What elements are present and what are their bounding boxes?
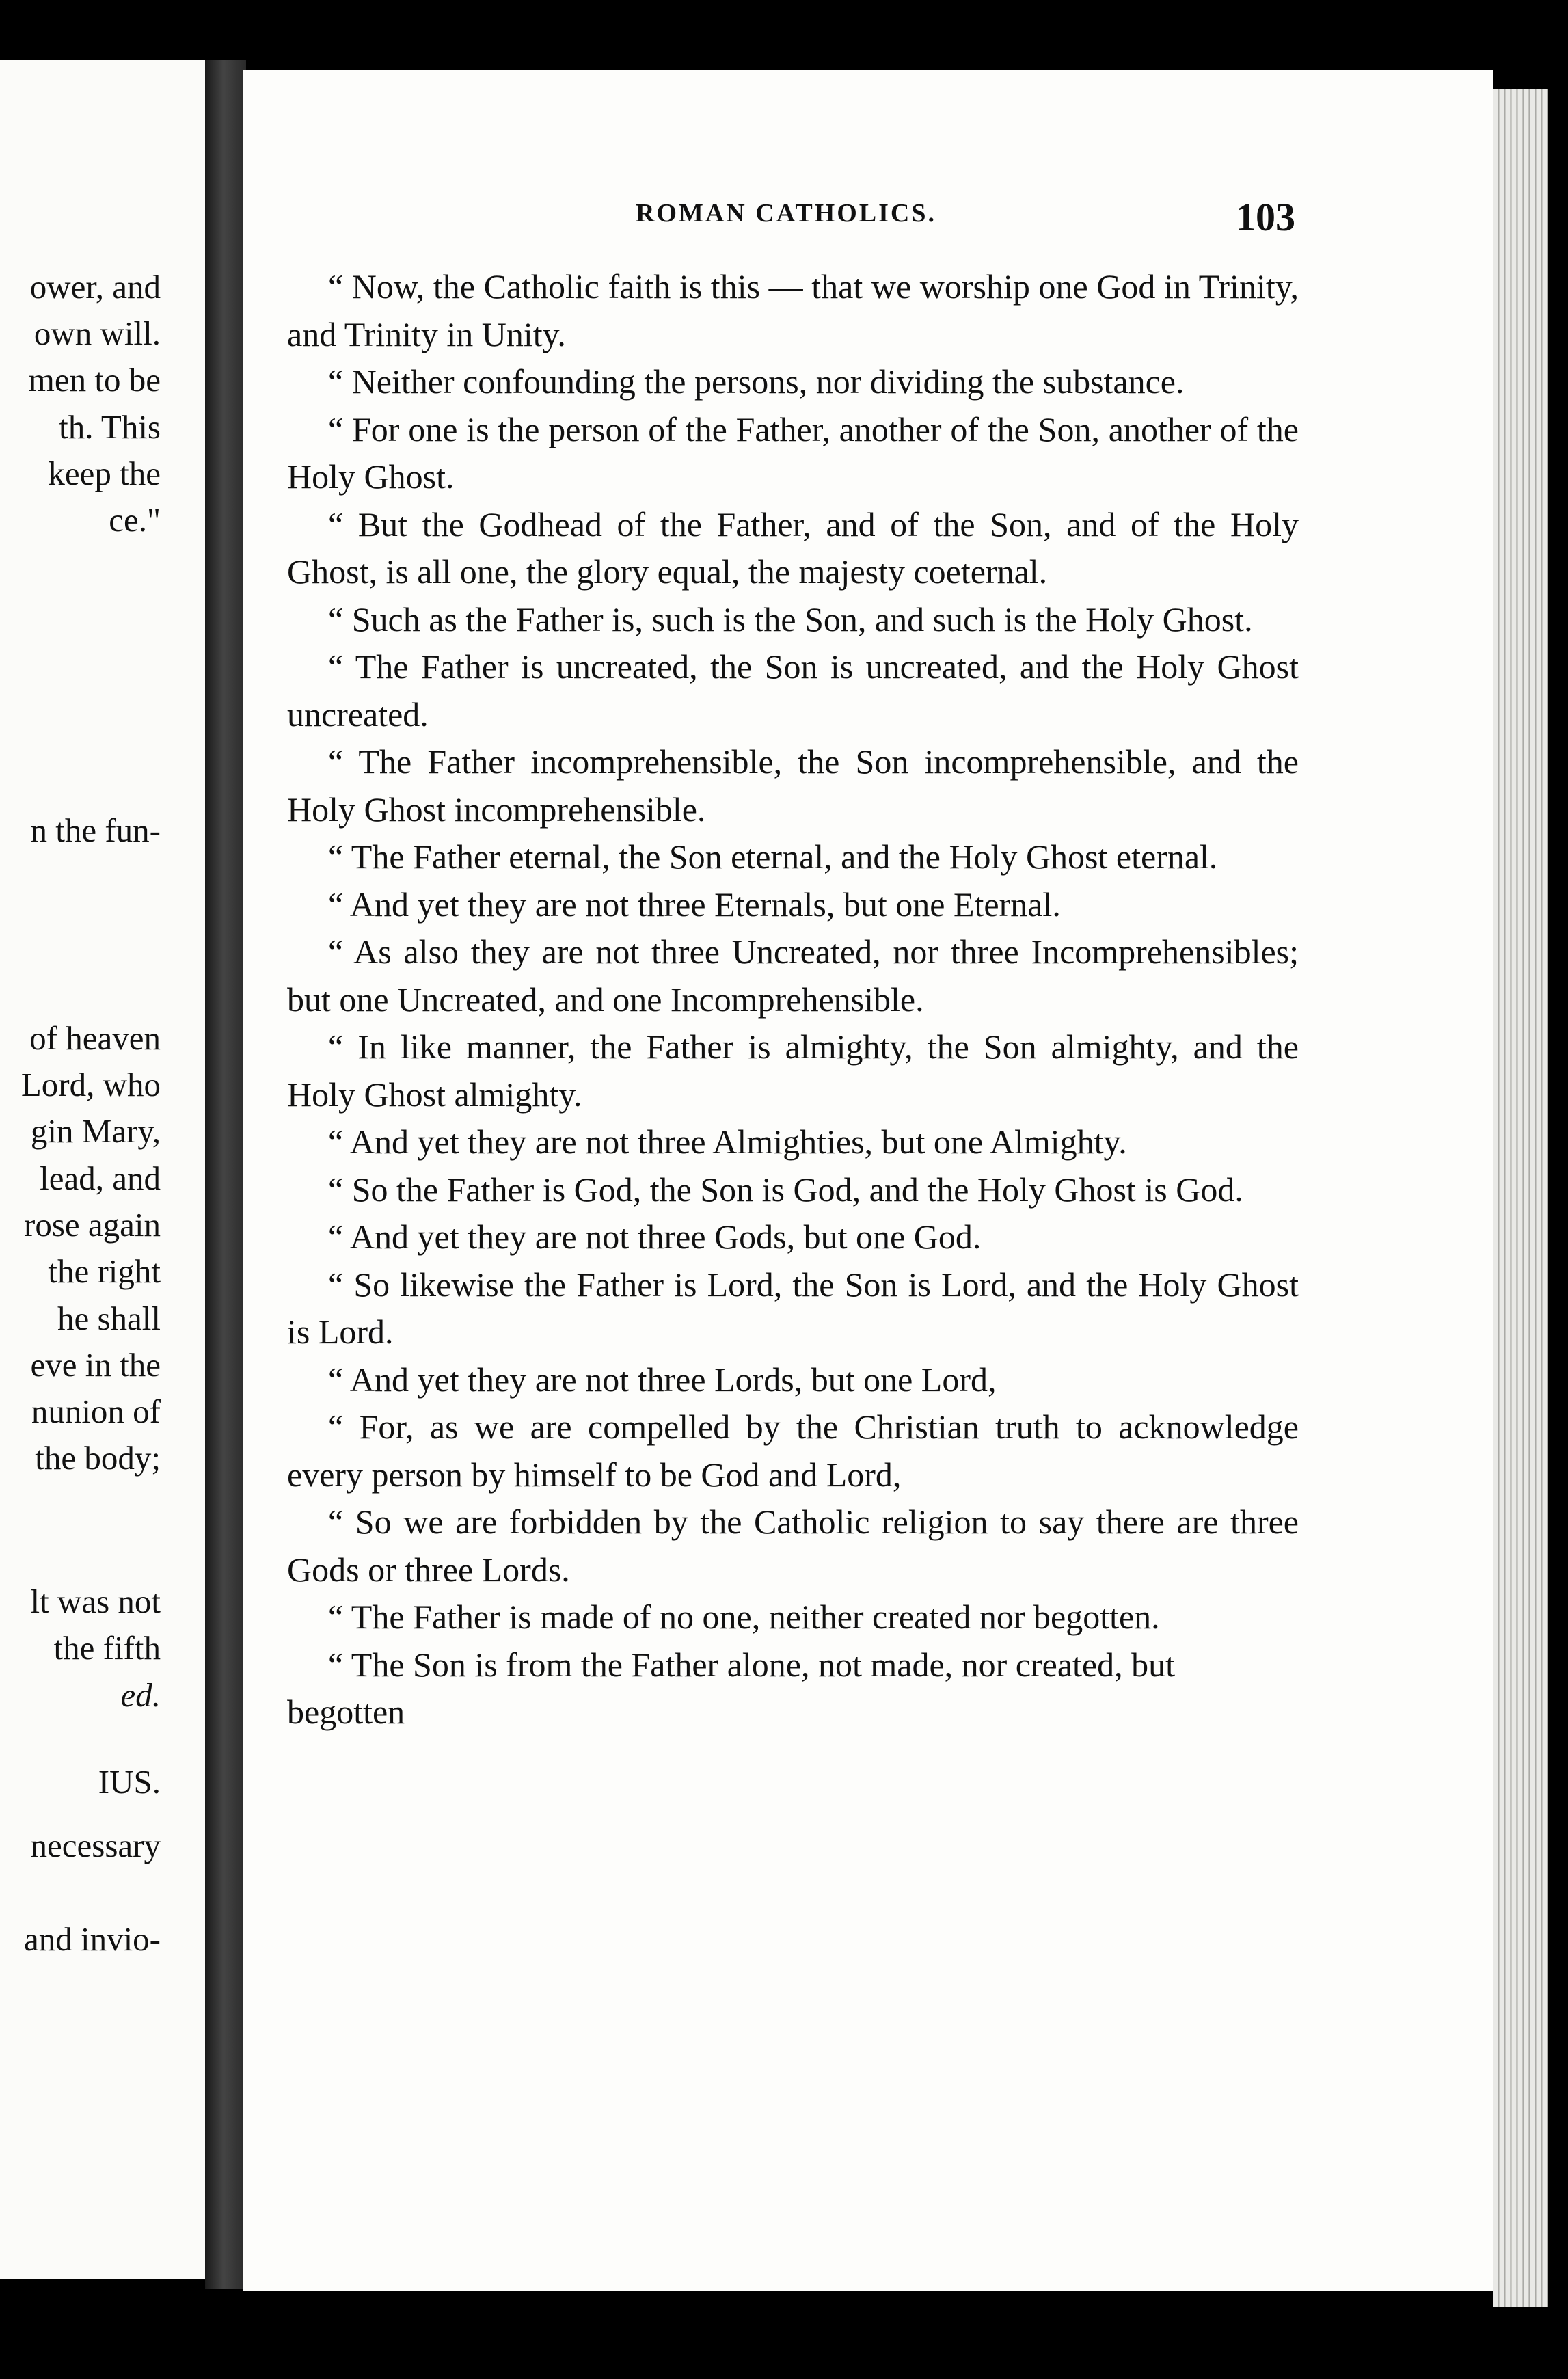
book-gutter	[205, 60, 246, 2289]
left-page-line: ower, and	[29, 268, 161, 306]
left-page-line: the fifth	[53, 1629, 161, 1667]
paragraph: “ The Father is made of no one, neither created nor begotten.	[328, 1598, 1160, 1636]
paragraph: “ In like manner, the Father is almighty, the Son almighty, and the Holy Ghost almighty.	[287, 1027, 1299, 1114]
left-page-line: of heaven	[29, 1019, 161, 1057]
previous-page-fragment	[0, 60, 205, 2279]
paragraph: “ Such as the Father is, such is the Son, and such is the Holy Ghost.	[328, 600, 1253, 639]
left-page-line: ed.	[120, 1676, 161, 1714]
paragraph: “ So the Father is God, the Son is God, and the Holy Ghost is God.	[328, 1170, 1243, 1209]
left-page-line: rose again	[24, 1206, 161, 1244]
paragraph: “ And yet they are not three Eternals, but one Eternal.	[328, 885, 1061, 924]
left-page-line: and invio-	[23, 1920, 161, 1958]
left-page-line: ce."	[109, 501, 161, 539]
left-page-line: keep the	[48, 455, 161, 492]
left-page-line: lead, and	[40, 1159, 161, 1197]
left-page-line: nunion of	[31, 1393, 161, 1430]
paragraph: “ Now, the Catholic faith is this — that we worship one God in Trinity, and Trinity in Unity.	[287, 267, 1299, 353]
paragraph: “ And yet they are not three Almighties, but one Almighty.	[328, 1123, 1127, 1161]
left-page-line: gin Mary,	[30, 1112, 161, 1150]
paragraph: “ So likewise the Father is Lord, the Son is Lord, and the Holy Ghost is Lord.	[287, 1265, 1299, 1351]
left-page-line: he shall	[57, 1300, 161, 1337]
left-page-line: Lord, who	[21, 1066, 161, 1103]
paragraph: “ The Father incomprehensible, the Son incomprehensible, and the Holy Ghost incomprehensible.	[287, 742, 1299, 829]
body-text	[287, 263, 1299, 1736]
paragraph: “ Neither confounding the persons, nor dividing the substance.	[328, 362, 1185, 401]
left-page-line: necessary	[30, 1827, 161, 1864]
left-page-line: the right	[48, 1252, 161, 1290]
left-page-line: own will.	[33, 314, 161, 352]
paragraph: “ But the Godhead of the Father, and of the Son, and of the Holy Ghost, is all one, the glory equal, the majesty coeternal.	[287, 505, 1299, 591]
left-page-line: lt was not	[30, 1583, 161, 1620]
paragraph: “ The Son is from the Father alone, not made, nor created, but begotten	[287, 1645, 1175, 1731]
paragraph: “ For, as we are compelled by the Christian truth to acknowledge every person by himself to be God and Lord,	[287, 1408, 1299, 1494]
paragraph: “ And yet they are not three Lords, but one Lord,	[328, 1360, 997, 1399]
paragraph: “ For one is the person of the Father, another of the Son, another of the Holy Ghost.	[287, 409, 1299, 496]
left-page-line: IUS.	[98, 1763, 161, 1801]
left-page-line: the body;	[35, 1439, 161, 1477]
paragraph: “ The Father is uncreated, the Son is uncreated, and the Holy Ghost uncreated.	[287, 647, 1299, 734]
paragraph: “ So we are forbidden by the Catholic religion to say there are three Gods or three Lords.	[287, 1503, 1299, 1589]
left-page-line: men to be	[28, 361, 161, 399]
running-head: ROMAN CATHOLICS.	[636, 199, 936, 228]
left-page-line: eve in the	[30, 1346, 161, 1384]
paragraph: “ The Father eternal, the Son eternal, and the Holy Ghost eternal.	[328, 837, 1218, 876]
paragraph: “ As also they are not three Uncreated, nor three Incomprehensibles; but one Uncreated, and one Incomprehensible.	[287, 932, 1299, 1019]
paragraph: “ And yet they are not three Gods, but one God.	[328, 1218, 982, 1256]
page-number: 103	[1236, 195, 1295, 239]
page-edges	[1493, 89, 1548, 2307]
left-page-line: n the fun-	[30, 811, 161, 849]
left-page-line: th. This	[59, 408, 161, 446]
